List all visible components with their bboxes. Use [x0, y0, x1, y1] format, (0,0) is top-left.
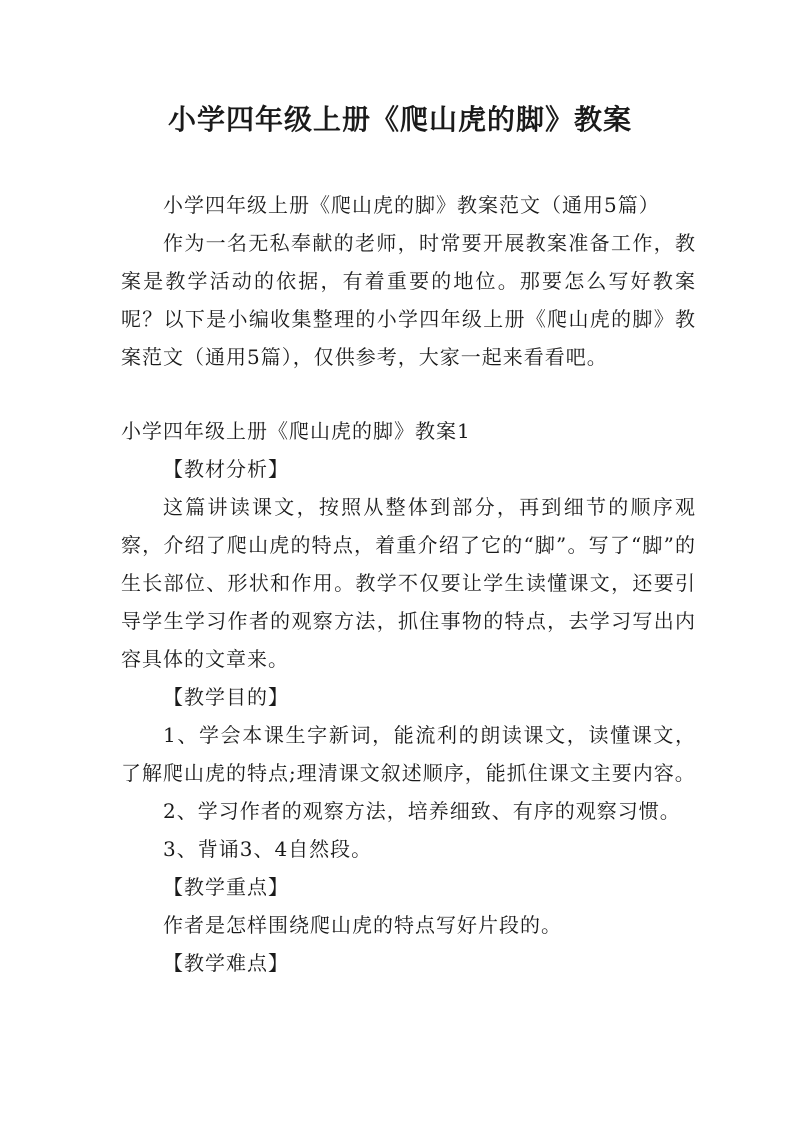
teaching-goal-3: 3、背诵3、4自然段。: [163, 837, 373, 861]
intro-paragraph: 作为一名无私奉献的老师，时常要开展教案准备工作，教案是教学活动的依据，有着重要的地位。那要怎么写好教案呢？以下是小编收集整理的小学四年级上册《爬山虎的脚》教案范文（通用5篇），仅供参考，大家一起来看看吧。: [121, 231, 696, 369]
teaching-goal-1: 1、学会本课生字新词，能流利的朗读课文，读懂课文，了解爬山虎的特点;理清课文叙述顺序，能抓住课文主要内容。: [121, 723, 696, 785]
intro-block: [121, 186, 696, 376]
material-analysis-label: 【教材分析】: [163, 457, 289, 481]
section-1: [121, 412, 696, 982]
teaching-goal-2: 2、学习作者的观察方法，培养细致、有序的观察习惯。: [163, 799, 681, 823]
intro-subtitle: 小学四年级上册《爬山虎的脚》教案范文（通用5篇）: [163, 193, 660, 217]
teaching-key-text: 作者是怎样围绕爬山虎的特点写好片段的。: [163, 913, 562, 937]
section-heading: 小学四年级上册《爬山虎的脚》教案1: [121, 419, 471, 443]
material-analysis-text: 这篇讲读课文，按照从整体到部分，再到细节的顺序观察，介绍了爬山虎的特点，着重介绍了它的“脚”。写了“脚”的生长部位、形状和作用。教学不仅要让学生读懂课文，还要引导学生学习作者的观察方法，抓住事物的特点，去学习写出内容具体的文章来。: [121, 495, 696, 671]
teaching-key-label: 【教学重点】: [163, 875, 289, 899]
teaching-goals-label: 【教学目的】: [163, 685, 289, 709]
document-title: 小学四年级上册《爬山虎的脚》教案: [167, 103, 632, 136]
teaching-difficulty-label: 【教学难点】: [163, 951, 289, 975]
